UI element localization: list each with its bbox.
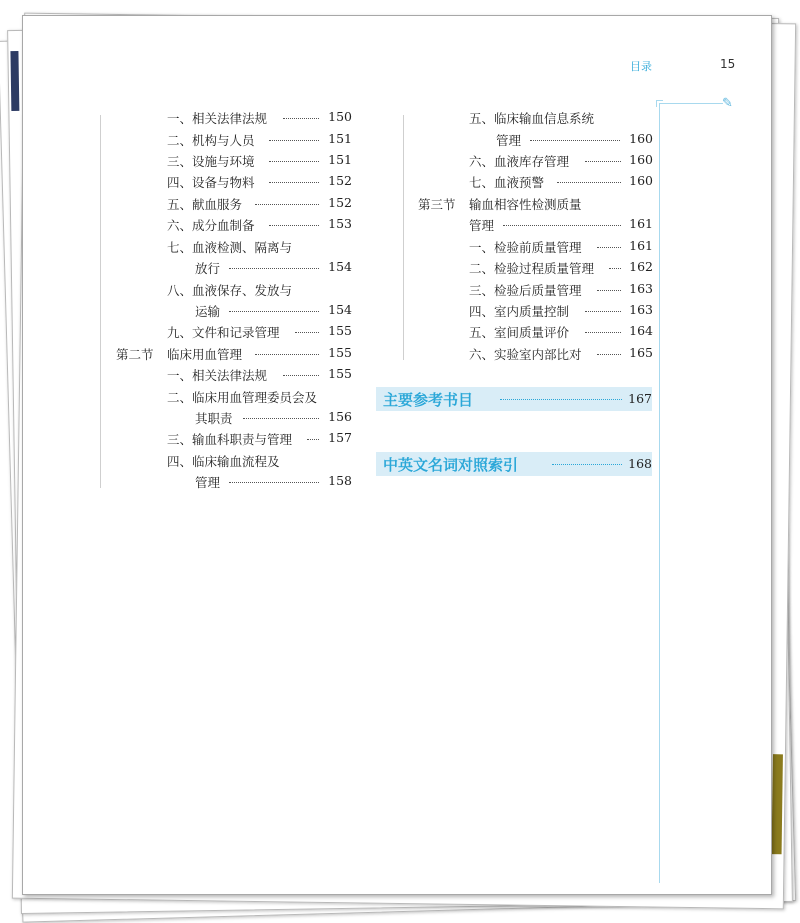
column-rule-left [100, 115, 101, 488]
toc-entry[interactable] [167, 216, 352, 236]
section-label: 第三节 [418, 197, 456, 212]
toc-leader [283, 375, 319, 376]
toc-entry[interactable] [469, 281, 654, 301]
toc-leader [597, 354, 621, 355]
toc-entry-page: 163 [629, 302, 653, 317]
toc-entry-page: 163 [629, 281, 653, 296]
toc-entry-label: 运输 [195, 304, 221, 319]
toc-entry-page: 158 [328, 473, 352, 488]
toc-entry-label: 四、室内质量控制 [469, 304, 570, 319]
toc-entry[interactable] [167, 195, 352, 215]
toc-entry[interactable] [167, 109, 352, 129]
toc-leader [530, 140, 620, 141]
toc-leader [307, 439, 319, 440]
toc-entry[interactable] [167, 430, 352, 450]
toc-entry[interactable] [167, 152, 352, 172]
toc-entry-label: 五、临床输血信息系统 [469, 111, 595, 126]
toc-entry[interactable] [167, 366, 352, 386]
toc-entry-page: 161 [629, 238, 653, 253]
toc-entry-label: 六、实验室内部比对 [469, 347, 582, 362]
toc-entry[interactable] [195, 259, 352, 279]
toc-entry-label: 一、检验前质量管理 [469, 240, 582, 255]
toc-leader [283, 118, 319, 119]
toc-entry[interactable] [469, 323, 654, 343]
toc-entry-page: 155 [328, 366, 352, 381]
toc-entry[interactable] [167, 238, 352, 258]
pen-icon: ✎ [722, 96, 733, 111]
toc-leader [585, 332, 621, 333]
toc-leader [255, 204, 319, 205]
cover-edge [772, 754, 783, 854]
toc-entry[interactable] [195, 302, 352, 322]
toc-entry[interactable] [167, 388, 352, 408]
toc-leader [557, 182, 621, 183]
toc-entry[interactable] [469, 302, 654, 322]
toc-leader [229, 268, 319, 269]
chapter-page: 167 [628, 391, 652, 406]
chapter-band-references[interactable] [376, 387, 652, 411]
toc-entry-label: 五、室间质量评价 [469, 325, 570, 340]
toc-entry[interactable] [496, 131, 654, 151]
chapter-page: 168 [628, 456, 652, 471]
toc-leader [585, 161, 621, 162]
toc-entry-page: 162 [629, 259, 653, 274]
margin-decoration-line [659, 103, 660, 883]
toc-entry-label: 四、设备与物料 [167, 175, 255, 190]
toc-entry-label: 临床用血管理 [167, 347, 243, 362]
toc-entry[interactable] [167, 131, 352, 151]
toc-entry-label: 七、血液检测、隔离与 [167, 240, 293, 255]
toc-entry-label: 管理 [496, 133, 522, 148]
toc-leader [597, 247, 621, 248]
toc-entry-label: 二、临床用血管理委员会及 [167, 390, 318, 405]
toc-leader [229, 311, 319, 312]
toc-entry-label: 六、血液库存管理 [469, 154, 570, 169]
toc-entry[interactable] [469, 238, 654, 258]
toc-entry-page: 154 [328, 302, 352, 317]
toc-entry[interactable] [167, 173, 352, 193]
header-page-number: 15 [720, 57, 736, 71]
toc-entry-label: 管理 [195, 475, 221, 490]
toc-entry-page: 152 [328, 195, 352, 210]
toc-entry[interactable] [195, 473, 352, 493]
toc-entry-label: 放行 [195, 261, 221, 276]
toc-entry-page: 160 [629, 152, 653, 167]
toc-entry-label: 八、血液保存、发放与 [167, 283, 293, 298]
toc-entry-label: 七、血液预警 [469, 175, 545, 190]
header-label: 目录 [630, 60, 652, 73]
toc-leader [269, 225, 319, 226]
toc-entry-page: 153 [328, 216, 352, 231]
toc-entry-label: 二、机构与人员 [167, 133, 255, 148]
toc-leader [597, 290, 621, 291]
toc-entry-label: 二、检验过程质量管理 [469, 261, 595, 276]
toc-entry[interactable] [469, 109, 654, 129]
chapter-title: 主要参考书目 [383, 391, 474, 409]
toc-leader [269, 161, 319, 162]
toc-entry-page: 157 [328, 430, 352, 445]
toc-entry-page: 161 [629, 216, 653, 231]
toc-leader [500, 399, 622, 400]
toc-section-entry[interactable] [167, 345, 352, 365]
toc-entry-label: 输血相容性检测质量 [469, 197, 582, 212]
cover-edge [10, 51, 19, 111]
toc-leader [609, 268, 621, 269]
toc-entry-label: 三、设施与环境 [167, 154, 255, 169]
toc-entry-label: 六、成分血制备 [167, 218, 255, 233]
column-rule-middle [403, 115, 404, 360]
margin-decoration-corner [656, 100, 663, 107]
toc-entry-label: 九、文件和记录管理 [167, 325, 280, 340]
toc-leader [269, 140, 319, 141]
toc-leader [552, 464, 622, 465]
toc-entry[interactable] [167, 323, 352, 343]
toc-entry-label: 三、输血科职责与管理 [167, 432, 293, 447]
toc-entry-page: 160 [629, 131, 653, 146]
toc-entry-page: 165 [629, 345, 653, 360]
toc-entry-label: 四、临床输血流程及 [167, 454, 280, 469]
toc-leader [295, 332, 319, 333]
toc-entry[interactable] [469, 152, 654, 172]
toc-leader [585, 311, 621, 312]
toc-leader [229, 482, 319, 483]
toc-entry-page: 156 [328, 409, 352, 424]
toc-entry-label: 其职责 [195, 411, 233, 426]
toc-entry-label: 一、相关法律法规 [167, 368, 268, 383]
toc-entry[interactable] [195, 409, 352, 429]
chapter-band-index[interactable] [376, 452, 652, 476]
toc-entry-page: 155 [328, 323, 352, 338]
toc-entry[interactable] [167, 452, 352, 472]
toc-leader [503, 225, 621, 226]
chapter-title: 中英文名词对照索引 [383, 456, 519, 474]
toc-entry-page: 151 [328, 131, 352, 146]
toc-entry-label: 一、相关法律法规 [167, 111, 268, 126]
toc-entry-page: 164 [629, 323, 653, 338]
toc-entry[interactable] [469, 345, 654, 365]
toc-entry-label: 五、献血服务 [167, 197, 243, 212]
toc-entry[interactable] [469, 259, 654, 279]
toc-entry-page: 154 [328, 259, 352, 274]
toc-entry-label: 三、检验后质量管理 [469, 283, 582, 298]
toc-entry[interactable] [167, 281, 352, 301]
toc-leader [243, 418, 319, 419]
toc-entry[interactable] [469, 216, 654, 236]
toc-entry[interactable] [469, 173, 654, 193]
toc-entry-page: 150 [328, 109, 352, 124]
toc-leader [255, 354, 319, 355]
toc-entry-page: 155 [328, 345, 352, 360]
toc-entry-page: 151 [328, 152, 352, 167]
toc-leader [269, 182, 319, 183]
margin-decoration-top [659, 103, 723, 104]
toc-section-entry[interactable] [469, 195, 654, 215]
toc-entry-page: 160 [629, 173, 653, 188]
section-label: 第二节 [116, 347, 154, 362]
toc-entry-page: 152 [328, 173, 352, 188]
toc-entry-label: 管理 [469, 218, 495, 233]
